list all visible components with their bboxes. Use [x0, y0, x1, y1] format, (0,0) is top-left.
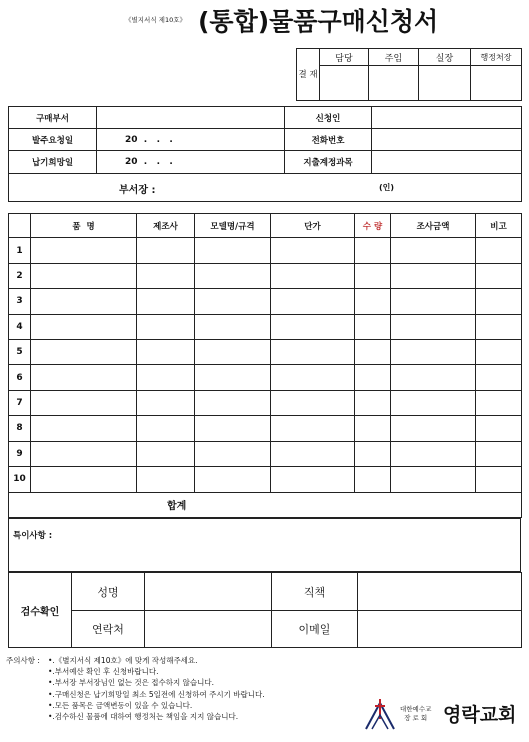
row-number: 7 [9, 390, 31, 415]
requester-table [8, 106, 522, 202]
maker-cell[interactable] [137, 238, 195, 263]
item-name-cell[interactable] [31, 238, 137, 263]
amount-cell[interactable] [391, 390, 476, 415]
item-name-cell[interactable] [31, 441, 137, 466]
amount-cell[interactable] [391, 340, 476, 365]
table-row [9, 340, 522, 365]
maker-cell[interactable] [137, 263, 195, 288]
approval-col-admin-head: 행정처장 [471, 49, 522, 66]
unit-price-cell[interactable] [271, 340, 355, 365]
approval-sign-manager[interactable] [419, 66, 471, 101]
notes-line: •.구매신청은 납기희망일 최소 5일전에 신청하여 주시기 바랍니다. [48, 689, 265, 699]
table-row [9, 467, 522, 493]
header-no [9, 214, 31, 238]
maker-cell[interactable] [137, 416, 195, 441]
dept-head-label: 부서장 : [119, 184, 156, 196]
item-name-cell[interactable] [31, 340, 137, 365]
total-row: 합계 [9, 492, 522, 517]
header-model: 모델명/규격 [195, 214, 271, 238]
row-number: 1 [9, 238, 31, 263]
delivery-date-label: 납기희망일 [9, 151, 97, 173]
item-name-cell[interactable] [31, 416, 137, 441]
order-date-label: 발주요청일 [9, 129, 97, 151]
header-amount: 조사금액 [391, 214, 476, 238]
remarks-cell[interactable] [476, 340, 522, 365]
notes-header: 주의사항 : [6, 656, 40, 665]
table-row [9, 416, 522, 441]
header-maker: 제조사 [137, 214, 195, 238]
model-cell[interactable] [195, 467, 271, 493]
approval-table [296, 48, 522, 101]
quantity-cell[interactable] [355, 467, 391, 493]
amount-cell[interactable] [391, 441, 476, 466]
dept-head-row[interactable] [9, 173, 522, 201]
inspection-table [8, 572, 522, 648]
order-date-field[interactable]: 20 . . . [97, 129, 285, 151]
table-row [9, 289, 522, 314]
amount-cell[interactable] [391, 314, 476, 339]
quantity-cell[interactable] [355, 263, 391, 288]
quantity-cell[interactable] [355, 238, 391, 263]
maker-cell[interactable] [137, 467, 195, 493]
table-row [9, 365, 522, 390]
approval-label: 결 재 [297, 49, 320, 101]
remarks-cell[interactable] [476, 365, 522, 390]
expense-account-label: 지출계정과목 [285, 151, 372, 173]
remarks-field[interactable] [9, 519, 521, 572]
approval-sign-staff[interactable] [320, 66, 369, 101]
row-number: 9 [9, 441, 31, 466]
approval-col-chief: 주임 [369, 49, 419, 66]
model-cell[interactable] [195, 365, 271, 390]
notes-line: •.검수하신 물품에 대하여 행정처는 책임을 지지 않습니다. [48, 712, 239, 722]
inspector-email-label: 이메일 [272, 611, 358, 648]
delivery-date-field[interactable]: 20 . . . [97, 151, 285, 173]
header-unit-price: 단가 [271, 214, 355, 238]
row-number: 3 [9, 289, 31, 314]
inspector-name-field[interactable] [145, 573, 272, 611]
item-name-cell[interactable] [31, 390, 137, 415]
header-item-name: 품 명 [31, 214, 137, 238]
table-row [9, 238, 522, 263]
model-cell[interactable] [195, 263, 271, 288]
model-cell[interactable] [195, 289, 271, 314]
remarks-cell[interactable] [476, 289, 522, 314]
row-number: 8 [9, 416, 31, 441]
model-cell[interactable] [195, 340, 271, 365]
model-cell[interactable] [195, 441, 271, 466]
expense-account-field[interactable] [372, 151, 522, 173]
remarks-cell[interactable] [476, 467, 522, 493]
amount-cell[interactable] [391, 416, 476, 441]
model-cell[interactable] [195, 238, 271, 263]
remarks-cell[interactable] [476, 314, 522, 339]
notes-line: •.모든 품목은 금액변동이 있을 수 있습니다. [48, 700, 193, 710]
table-row [9, 390, 522, 415]
church-logo [360, 693, 522, 735]
amount-cell[interactable] [391, 263, 476, 288]
remarks-cell[interactable] [476, 416, 522, 441]
church-name: 영락교회 [443, 704, 517, 726]
notes-line: •.부서예산 확인 후 신청바랍니다. [48, 667, 159, 677]
quantity-cell[interactable] [355, 416, 391, 441]
model-cell[interactable] [195, 416, 271, 441]
inspector-email-field[interactable] [358, 611, 522, 648]
inspection-label: 검수확인 [9, 573, 72, 648]
maker-cell[interactable] [137, 441, 195, 466]
model-cell[interactable] [195, 314, 271, 339]
inspector-contact-field[interactable] [145, 611, 272, 648]
inspector-name-label: 성명 [72, 573, 145, 611]
quantity-cell[interactable] [355, 390, 391, 415]
remarks-table [8, 518, 521, 572]
phone-label: 전화번호 [285, 129, 372, 151]
maker-cell[interactable] [137, 289, 195, 314]
remarks-label: 특이사항 : [13, 531, 53, 541]
unit-price-cell[interactable] [271, 238, 355, 263]
dept-field[interactable] [97, 107, 285, 129]
remarks-cell[interactable] [476, 441, 522, 466]
denomination-text: 대한예수교 장 로 회 [400, 705, 432, 722]
approval-sign-chief[interactable] [369, 66, 419, 101]
item-name-cell[interactable] [31, 289, 137, 314]
dept-label: 구매부서 [9, 107, 97, 129]
row-number: 4 [9, 314, 31, 339]
unit-price-cell[interactable] [271, 289, 355, 314]
header-remarks: 비고 [476, 214, 522, 238]
maker-cell[interactable] [137, 314, 195, 339]
unit-price-cell[interactable] [271, 467, 355, 493]
maker-cell[interactable] [137, 340, 195, 365]
approval-col-staff: 담당 [320, 49, 369, 66]
notes-line: •.부서장 부서장님인 없는 것은 접수하지 않습니다. [48, 678, 215, 688]
quantity-cell[interactable] [355, 340, 391, 365]
form-number-note: 《별지서식 제10호》 [125, 16, 187, 24]
inspector-position-field[interactable] [358, 573, 522, 611]
quantity-cell[interactable] [355, 441, 391, 466]
remarks-cell[interactable] [476, 390, 522, 415]
row-number: 10 [9, 467, 31, 493]
approval-sign-admin-head[interactable] [471, 66, 522, 101]
document-title: (통합)물품구매신청서 [198, 7, 439, 36]
item-name-cell[interactable] [31, 467, 137, 493]
unit-price-cell[interactable] [271, 365, 355, 390]
remarks-cell[interactable] [476, 238, 522, 263]
items-table [8, 213, 522, 518]
seal-mark: (인) [379, 182, 395, 192]
unit-price-cell[interactable] [271, 416, 355, 441]
amount-cell[interactable] [391, 467, 476, 493]
notes-section [6, 655, 265, 722]
quantity-cell[interactable] [355, 314, 391, 339]
table-row [9, 314, 522, 339]
amount-cell[interactable] [391, 289, 476, 314]
quantity-cell[interactable] [355, 365, 391, 390]
remarks-cell[interactable] [476, 263, 522, 288]
row-number: 2 [9, 263, 31, 288]
applicant-field[interactable] [372, 107, 522, 129]
phone-field[interactable] [372, 129, 522, 151]
unit-price-cell[interactable] [271, 263, 355, 288]
inspector-position-label: 직책 [272, 573, 358, 611]
unit-price-cell[interactable] [271, 314, 355, 339]
item-name-cell[interactable] [31, 365, 137, 390]
header-quantity: 수 량 [355, 214, 391, 238]
quantity-cell[interactable] [355, 289, 391, 314]
church-emblem-icon [362, 697, 398, 731]
applicant-label: 신청인 [285, 107, 372, 129]
maker-cell[interactable] [137, 365, 195, 390]
row-number: 5 [9, 340, 31, 365]
unit-price-cell[interactable] [271, 441, 355, 466]
item-name-cell[interactable] [31, 314, 137, 339]
amount-cell[interactable] [391, 238, 476, 263]
model-cell[interactable] [195, 390, 271, 415]
amount-cell[interactable] [391, 365, 476, 390]
approval-col-manager: 실장 [419, 49, 471, 66]
inspector-contact-label: 연락처 [72, 611, 145, 648]
maker-cell[interactable] [137, 390, 195, 415]
unit-price-cell[interactable] [271, 390, 355, 415]
item-name-cell[interactable] [31, 263, 137, 288]
table-row [9, 441, 522, 466]
notes-line: •.《별지서식 제10호》에 맞게 작성해주세요. [48, 656, 198, 665]
row-number: 6 [9, 365, 31, 390]
table-row [9, 263, 522, 288]
